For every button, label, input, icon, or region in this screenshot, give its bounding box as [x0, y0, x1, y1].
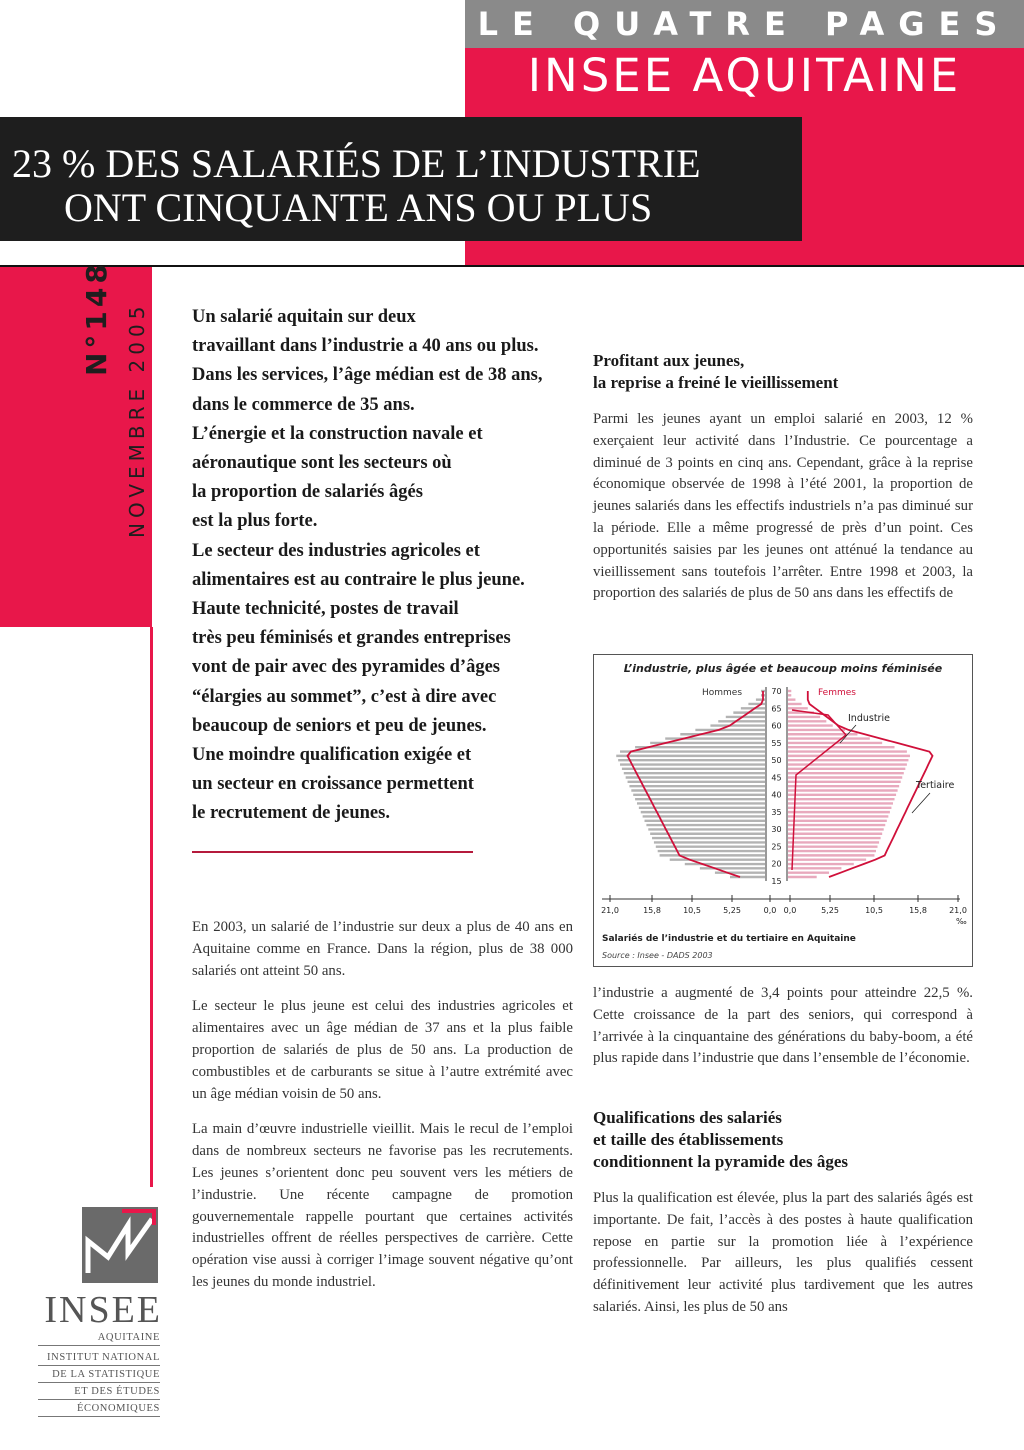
figure-source: Source : Insee - DADS 2003 [602, 951, 713, 960]
section-heading-line: et taille des établissements [593, 1130, 784, 1149]
body-paragraph: La main d’œuvre industrielle vieillit. Mais le recul de l’emploi dans de nombreux secteurs ne favorise pas les recrutements. Les jeunes s’orientent donc peu souvent vers les métiers de l’industrie. Une récente campagne de promotion gouvernementale rappelle pourtant que certaines activités industrielles offrent de réelles perspectives de carrière. Cette opération vise aussi à corriger l’image souvent négative qu’ont les jeunes du monde industriel. [192, 1121, 573, 1290]
lead-line: Le secteur des industries agricoles et [192, 540, 480, 561]
lead-line: vont de pair avec des pyramides d’âges [192, 657, 500, 678]
age-tick-label: 65 [771, 704, 782, 714]
x-tick-label: 0,0 [763, 906, 777, 915]
section-heading-line: conditionnent la pyramide des âges [593, 1152, 849, 1171]
age-tick-label: 70 [771, 687, 782, 696]
section-heading-1 [593, 350, 973, 394]
lead-line: travaillant dans l’industrie a 40 ans ou plus. [192, 336, 539, 357]
lead-line: très peu féminisés et grandes entreprises [192, 628, 511, 649]
lead-line: L’énergie et la construction navale et [192, 423, 483, 444]
lead-line: Dans les services, l’âge médian est de 38 ans, [192, 365, 543, 386]
logo-subtitle-line: DE LA STATISTIQUE [38, 1368, 160, 1383]
issue-date: NOVEMBRE 2005 [125, 301, 149, 538]
lead-line: Un salarié aquitain sur deux [192, 307, 416, 327]
age-pyramid-figure [593, 654, 973, 967]
header-rule [0, 265, 1024, 267]
age-tick-label: 15 [771, 877, 782, 886]
label-industrie: Industrie [848, 713, 890, 724]
lead-line: aéronautique sont les secteurs où [192, 453, 452, 474]
body-column-right-top [593, 409, 973, 605]
x-axis-unit: ‰ [956, 917, 967, 926]
age-pyramid-chart [594, 655, 972, 966]
lead-line: Haute technicité, postes de travail [192, 599, 459, 620]
x-tick-label: 0,0 [783, 906, 797, 915]
label-tertiaire: Tertiaire [916, 780, 955, 791]
age-tick-label: 45 [771, 773, 782, 783]
lead-rule [192, 851, 473, 853]
page-title-line-1: 23 % DES SALARIÉS DE L’INDUSTRIE [12, 141, 701, 186]
age-tick-label: 60 [771, 721, 782, 731]
section-heading-line: Profitant aux jeunes, [593, 351, 745, 370]
lead-line: est la plus forte. [192, 511, 318, 532]
age-tick-label: 20 [771, 859, 782, 869]
industry-outline-men [628, 691, 764, 877]
lead-line: “élargies au sommet”, c’est à dire avec [192, 686, 497, 707]
lead-line: dans le commerce de 35 ans. [192, 394, 415, 415]
lead-line: le recrutement de jeunes. [192, 803, 390, 824]
logo-subtitle-line: ÉCONOMIQUES [38, 1402, 160, 1417]
age-tick-label: 55 [771, 738, 782, 748]
x-tick-label: 15,8 [643, 906, 661, 915]
age-tick-label: 35 [771, 807, 782, 817]
x-tick-label: 5,25 [723, 906, 741, 915]
logo-subtitle-line: AQUITAINE [38, 1331, 160, 1346]
x-tick-label: 10,5 [865, 906, 883, 915]
x-tick-label: 5,25 [821, 906, 839, 915]
insee-logo-mark [82, 1207, 158, 1283]
lead-summary [192, 303, 577, 829]
figure-title: L’industrie, plus âgée et beaucoup moins féminisée [623, 662, 943, 675]
issue-number: N°148 [80, 260, 113, 376]
body-paragraph: Le secteur le plus jeune est celui des industries agricoles et alimentaires avec un âge médian de 37 ans et la plus faible proportion de salariés de plus de 50 ans. La production de combustibles et de carburants se situe à l’autre extrémité avec un âge médian voisin de 50 ans. [192, 998, 573, 1102]
age-tick-label: 40 [771, 790, 782, 800]
issue-block [70, 260, 160, 545]
body-column-right-middle [593, 983, 973, 1070]
series-title: LE QUATRE PAGES [477, 5, 1012, 43]
lead-line: alimentaires est au contraire le plus jeune. [192, 569, 525, 590]
insee-logo-text: INSEE [44, 1289, 162, 1331]
label-men: Hommes [701, 688, 743, 698]
page-title-line-2: ONT CINQUANTE ANS OU PLUS [64, 185, 653, 230]
body-paragraph: l’industrie a augmenté de 3,4 points pour atteindre 22,5 %. Cette croissance de la part des seniors, qui correspond à l’arrivée à la cinquantaine des générations du baby-boom, a été plus rapide dans l’industrie que dans l’ensemble de l’économie. [593, 985, 973, 1067]
body-paragraph: En 2003, un salarié de l’industrie sur deux a plus de 40 ans en Aquitaine comme en France. Dans la région, plus de 38 000 salariés ont atteint 50 ans. [192, 919, 573, 979]
logo-subtitle-line: ET DES ÉTUDES [38, 1385, 160, 1400]
age-tick-label: 25 [771, 842, 782, 852]
logo-subtitle-line: INSTITUT NATIONAL [38, 1351, 160, 1366]
body-column-left [192, 917, 573, 1308]
body-paragraph: Parmi les jeunes ayant un emploi salarié en 2003, 12 % exerçaient leur activité dans l’Industrie. Ce pourcentage a diminué de 3 points en cinq ans. Cependant, grâce à la reprise économique observée de 1998 à l’été 2001, la proportion de jeunes salariés dans les effectifs industriels n’a pas diminué sur la période. Elle a même progressé de près d’un point. Ces opportunités saisies par les jeunes ont atténué la tendance au vieillissement sans toutefois l’arrêter. Entre 1998 et 2003, la proportion des salariés de plus de 50 ans dans les effectifs de [593, 411, 973, 602]
lead-line: Une moindre qualification exigée et [192, 745, 472, 766]
section-heading-line: Qualifications des salariés [593, 1108, 782, 1127]
section-heading-line: la reprise a freiné le vieillissement [593, 373, 839, 392]
lead-line: un secteur en croissance permettent [192, 774, 474, 795]
x-tick-label: 21,0 [601, 906, 619, 915]
age-tick-label: 50 [771, 756, 782, 766]
x-tick-label: 21,0 [949, 906, 967, 915]
age-tick-label: 30 [771, 825, 782, 835]
publisher-title: INSEE AQUITAINE [527, 49, 962, 102]
lead-line: beaucoup de seniors et peu de jeunes. [192, 715, 487, 736]
body-paragraph: Plus la qualification est élevée, plus la part des salariés âgés est importante. De fait, l’accès à des postes à haute qualification repose en partie sur la promotion liée à l’expérience professionnelle. Par ailleurs, les plus qualifiés cessent définitivement leur activité plus tardivement que les autres salariés. Ainsi, les plus de 50 ans [593, 1190, 973, 1315]
pointer-tertiaire [912, 793, 930, 813]
x-tick-label: 10,5 [683, 906, 701, 915]
figure-caption: Salariés de l’industrie et du tertiaire en Aquitaine [602, 934, 856, 944]
section-heading-2 [593, 1107, 973, 1173]
side-rule [150, 627, 153, 1187]
label-women: Femmes [818, 688, 856, 698]
lead-line: la proportion de salariés âgés [192, 482, 423, 503]
body-column-right-bottom [593, 1188, 973, 1319]
x-tick-label: 15,8 [909, 906, 927, 915]
